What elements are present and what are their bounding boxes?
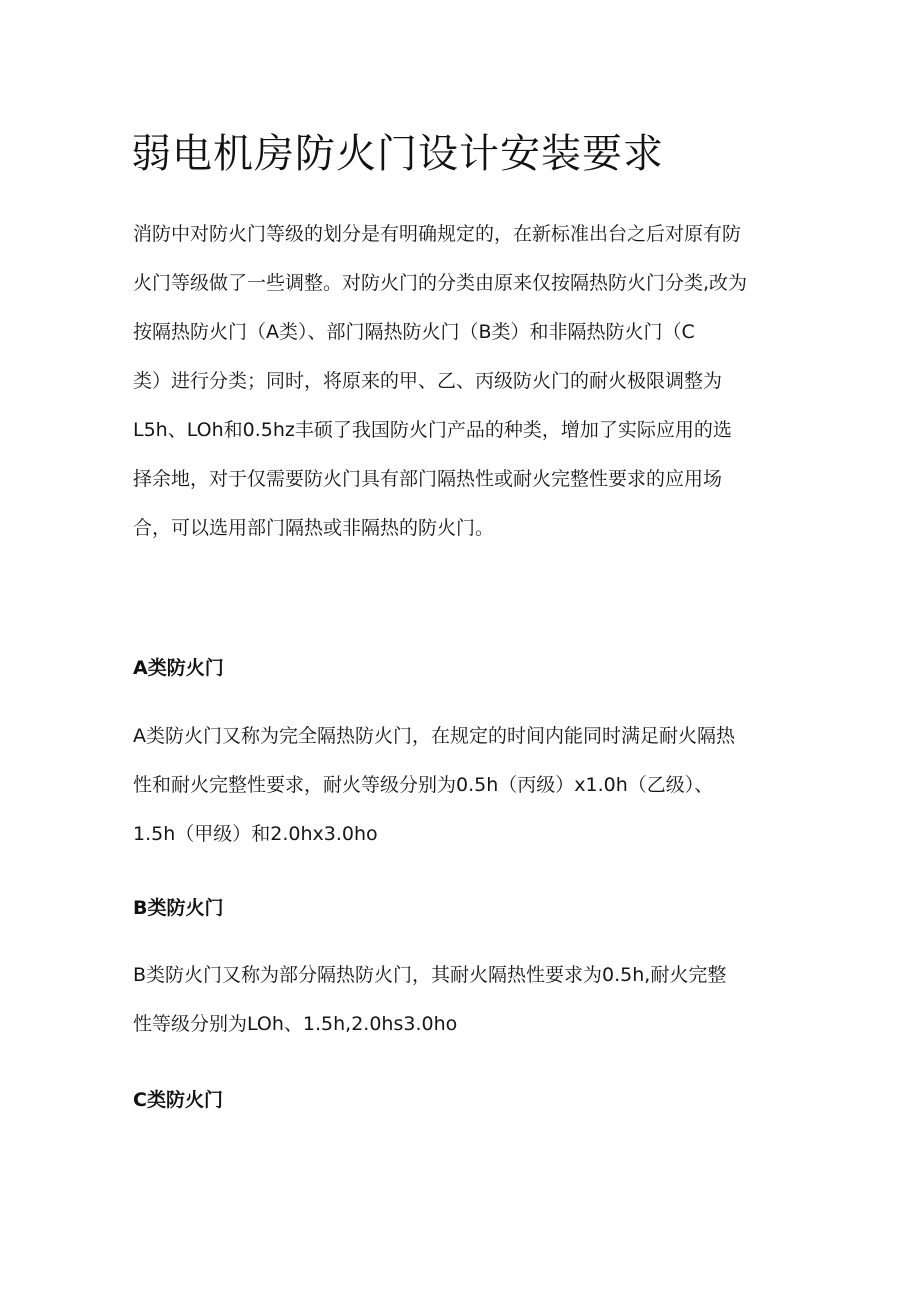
section-a-line: 性和耐火完整性要求，耐火等级分别为0.5h（丙级）x1.0h（乙级）、 xyxy=(133,774,714,796)
section-a-heading: A类防火门 xyxy=(133,657,224,679)
section-b-paragraph xyxy=(133,951,793,1049)
section-a-line: 1.5h（甲级）和2.0hx3.0ho xyxy=(133,823,378,845)
document-title: 弱电机房防火门设计安装要求 xyxy=(131,131,664,177)
intro-line: 按隔热防火门（A类）、部门隔热防火门（B类）和非隔热防火门（C xyxy=(133,321,695,343)
section-a-line: A类防火门又称为完全隔热防火门，在规定的时间内能同时满足耐火隔热 xyxy=(133,725,735,747)
intro-line: 合，可以选用部门隔热或非隔热的防火门。 xyxy=(133,517,495,539)
intro-line: 火门等级做了一些调整。对防火门的分类由原来仅按隔热防火门分类,改为 xyxy=(133,272,748,294)
section-b-heading: B类防火门 xyxy=(133,897,224,919)
intro-line: 消防中对防火门等级的划分是有明确规定的，在新标准出台之后对原有防 xyxy=(133,223,742,245)
intro-line: 类）进行分类；同时，将原来的甲、乙、丙级防火门的耐火极限调整为 xyxy=(133,370,723,392)
intro-line: 择余地，对于仅需要防火门具有部门隔热性或耐火完整性要求的应用场 xyxy=(133,468,723,490)
section-a-paragraph xyxy=(133,712,793,859)
section-c-heading: C类防火门 xyxy=(133,1089,223,1111)
section-b-line: B类防火门又称为部分隔热防火门，其耐火隔热性要求为0.5h,耐火完整 xyxy=(133,964,727,986)
intro-line: L5h、LOh和0.5hz丰硕了我国防火门产品的种类，增加了实际应用的选 xyxy=(133,419,732,441)
intro-paragraph xyxy=(133,210,793,553)
section-b-line: 性等级分别为LOh、1.5h,2.0hs3.0ho xyxy=(133,1013,458,1035)
